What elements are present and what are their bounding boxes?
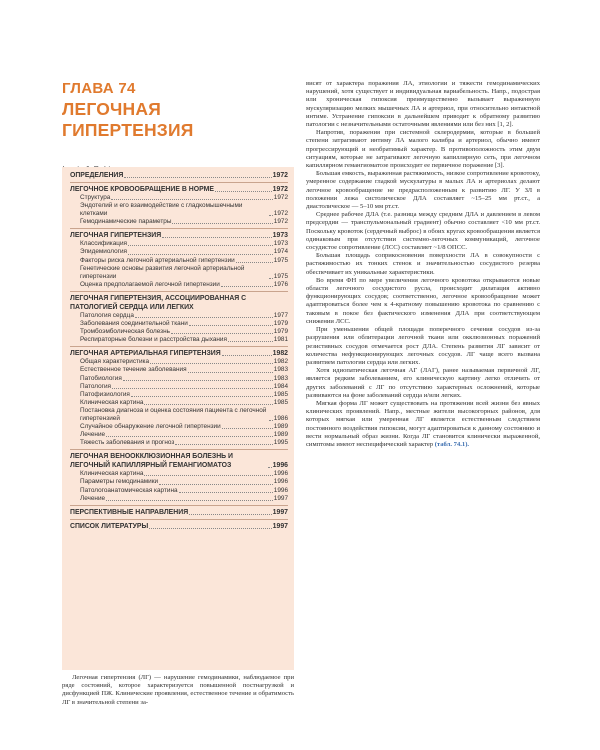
toc-subsection[interactable] xyxy=(70,423,288,431)
toc-leader-dots xyxy=(269,420,273,421)
toc-entry-title: ОПРЕДЕЛЕНИЯ xyxy=(70,172,124,179)
toc-leader-dots xyxy=(269,215,273,216)
toc-leader-dots xyxy=(268,467,272,468)
toc-subsection[interactable] xyxy=(70,248,288,256)
toc-page-number: 1983 xyxy=(273,366,288,374)
toc-page-number: 1985 xyxy=(273,390,288,398)
toc-page-number: 1985 xyxy=(273,398,288,406)
toc-leader-dots xyxy=(123,380,273,381)
toc-subsection[interactable] xyxy=(70,336,288,344)
toc-leader-dots xyxy=(189,514,272,515)
paragraph-text: Напротив, поражения при системной склеродермии, которые в большей степени затрагивают интиму ЛА малого калибра и артериол, обычно имеют прогрессирующий и необратимый характер. В противоположность этим двум ситуациям, которые не затрагивают легочную капиллярную сеть, при легочном капиллярном гемангиоматозе происходит ее первичное поражение [3]. xyxy=(306,129,540,170)
paragraph-text: Большая емкость, выраженная растяжимость, низкое сопротивление кровотоку, умеренное содержание гладкой мускулатуры в малых ЛА и артериолах делают легочное кровообращение не предрасположенным к развитию ЛГ. У ЗЛ в положении лежа систолическое ДЛА составляет ~15–25 мм рт.ст., а диастолическое — 5–10 мм рт.ст. xyxy=(306,170,540,211)
toc-subsection[interactable] xyxy=(70,439,288,447)
toc-entry-title: Патология сердца xyxy=(80,311,134,319)
toc-leader-dots xyxy=(149,528,271,529)
paragraph-text: Во время ФН по мере увеличения легочного кровотока открываются новые области легочного сосудистого русла, происходит дилатация активно функционирующих сосудов; соответственно, легочное кровообращение может адаптироваться более чем к 4-кратному повышению кровотока по сравнению с таковым в покое без фактического изменения ДЛА при соответствующем снижении ЛСС. xyxy=(306,276,540,325)
toc-divider xyxy=(70,291,288,292)
body-paragraph xyxy=(306,326,540,367)
toc-divider xyxy=(70,346,288,347)
toc-subsection[interactable] xyxy=(70,320,288,328)
toc-subsection[interactable] xyxy=(70,240,288,248)
intro-paragraph-block xyxy=(62,674,294,707)
toc-page-number: 1996 xyxy=(273,478,288,486)
toc-entry-title: Клиническая картина xyxy=(80,398,144,406)
toc-subsection[interactable] xyxy=(70,265,288,281)
toc-divider xyxy=(70,449,288,450)
toc-page-number: 1975 xyxy=(273,256,288,264)
toc-page-number: 1982 xyxy=(273,358,288,366)
toc-leader-dots xyxy=(106,436,273,437)
toc-subsection[interactable] xyxy=(70,281,288,289)
body-paragraph xyxy=(306,400,540,449)
toc-page-number: 1975 xyxy=(273,272,288,280)
body-paragraph xyxy=(306,252,540,277)
toc-leader-dots xyxy=(172,223,272,224)
toc-page-number: 1986 xyxy=(273,414,288,422)
toc-subsection[interactable] xyxy=(70,487,288,495)
toc-entry-title: Лечение xyxy=(80,431,106,439)
toc-page-number: 1996 xyxy=(273,486,288,494)
body-paragraph xyxy=(306,211,540,252)
toc-leader-dots xyxy=(189,325,273,326)
toc-entry-title: Естественное течение заболевания xyxy=(80,366,187,374)
toc-subsection[interactable] xyxy=(70,202,288,218)
toc-subsection[interactable] xyxy=(70,257,288,265)
toc-subsection[interactable] xyxy=(70,391,288,399)
toc-leader-dots xyxy=(222,355,272,356)
toc-entry-title: Клиническая картина xyxy=(80,470,144,478)
toc-divider xyxy=(70,505,288,506)
toc-leader-dots xyxy=(128,254,273,255)
toc-leader-dots xyxy=(179,492,273,493)
toc-subsection[interactable] xyxy=(70,399,288,407)
toc-page-number: 1972 xyxy=(272,186,288,193)
paragraph-text: Мягкая форма ЛГ может существовать на протяжении всей жизни без явных клинических проявлений. Напр., местные жители высокогорных районов, для которых мягкая или умеренная ЛГ является естественным следствием постоянного воздействия гипоксии, могут адаптироваться к данному состоянию и вести нормальный образ жизни. Когда ЛГ становится клинически выраженной, симптомы имеют неспецифический характер xyxy=(306,399,540,448)
toc-entry-title: Лечение xyxy=(80,494,106,502)
table-reference-link[interactable]: (табл. 74.1). xyxy=(434,440,470,448)
toc-subsection[interactable] xyxy=(70,218,288,226)
toc-page-number: 1983 xyxy=(273,374,288,382)
toc-entry-title: Структура xyxy=(80,194,111,201)
toc-leader-dots xyxy=(131,396,273,397)
paragraph-text: висят от характера поражения ЛА, этиологии и тяжести гемодинамических нарушений, хотя существует и индивидуальная вариабельность. Напр., подострая или хроническая гипоксия преимущественно вызывает выраженную мускуляризацию мелких мышечных ЛА и артериол, при относительно интактной интиме. Устранение гипоксии в дальнейшем приводит к обратному развитию патологии с незначительными остаточными явлениями или без них [1, 2]. xyxy=(306,80,540,129)
right-column-text xyxy=(306,80,540,449)
toc-entry-title: Тромбоэмболическая болезнь xyxy=(80,328,170,336)
toc-entry-title: Патофизиология xyxy=(80,390,130,398)
toc-page-number: 1995 xyxy=(273,439,288,447)
toc-page-number: 1973 xyxy=(272,232,288,240)
toc-entry-title: ЛЕГОЧНАЯ ГИПЕРТЕНЗИЯ xyxy=(70,232,162,240)
toc-entry-title: ЛЕГОЧНАЯ ГИПЕРТЕНЗИЯ, АССОЦИИРОВАННАЯ С ПАТОЛОГИЕЙ СЕРДЦА ИЛИ ЛЕГКИХ xyxy=(70,294,247,311)
toc-page-number: 1973 xyxy=(273,240,288,248)
toc-leader-dots xyxy=(144,404,272,405)
chapter-title: ЛЕГОЧНАЯ ГИПЕРТЕНЗИЯ xyxy=(62,99,194,140)
toc-leader-dots xyxy=(221,286,273,287)
toc-page-number: 1972 xyxy=(273,218,288,226)
toc-subsection[interactable] xyxy=(70,478,288,486)
toc-page-number: 1996 xyxy=(272,462,288,470)
toc-page-number: 1989 xyxy=(273,423,288,431)
body-paragraph xyxy=(306,170,540,211)
toc-page-number: 1972 xyxy=(273,210,288,218)
toc-entry-title: Патологоанатомическая картина xyxy=(80,486,178,494)
toc-divider xyxy=(70,228,288,229)
toc-subsection[interactable] xyxy=(70,366,288,374)
toc-leader-dots xyxy=(159,484,273,485)
toc-entry-title: Гемодинамические параметры xyxy=(80,218,172,226)
toc-section[interactable] xyxy=(70,452,288,470)
toc-subsection[interactable] xyxy=(70,470,288,478)
toc-entry-title: Классификация xyxy=(80,240,127,248)
toc-subsection[interactable] xyxy=(70,407,288,423)
toc-section[interactable] xyxy=(70,508,288,517)
toc-page-number: 1984 xyxy=(273,382,288,390)
toc-section[interactable] xyxy=(70,294,288,312)
toc-leader-dots xyxy=(144,475,272,476)
toc-subsection[interactable] xyxy=(70,194,288,202)
toc-page-number: 1972 xyxy=(272,172,288,179)
toc-subsection[interactable] xyxy=(70,495,288,503)
toc-section[interactable] xyxy=(70,522,288,531)
toc-leader-dots xyxy=(215,191,272,192)
toc-section[interactable] xyxy=(70,185,288,194)
toc-leader-dots xyxy=(171,333,273,334)
toc-page-number: 1981 xyxy=(273,336,288,344)
toc-entry-title: Параметры гемодинамики xyxy=(80,478,159,486)
toc-page-number: 1989 xyxy=(273,431,288,439)
toc-entry-title: Случайное обнаружение легочной гипертензии xyxy=(80,423,221,431)
toc-entry-title: СПИСОК ЛИТЕРАТУРЫ xyxy=(70,522,149,530)
toc-page-number: 1977 xyxy=(273,311,288,319)
body-paragraph xyxy=(306,277,540,326)
paragraph-text: Большая площадь соприкосновения поверхности ЛА в совокупности с растяжимостью их тонких стенок и значительностью сосудистого резерва обеспечивает их уникальные характеристики. xyxy=(306,252,540,276)
toc-subsection[interactable] xyxy=(70,383,288,391)
toc-section[interactable] xyxy=(70,171,288,180)
toc-leader-dots xyxy=(175,444,272,445)
intro-paragraph: Легочная гипертензия (ЛГ) — нарушение гемодинамики, наблюдаемое при ряде состояний, которое характеризуется повышенной постнагрузкой и дисфункцией ПЖ. Клинические проявления, естественное течение и обратимость ЛГ в значительной степени за- xyxy=(62,674,294,706)
toc-leader-dots xyxy=(124,177,271,178)
toc-entry-title: Патология xyxy=(80,382,111,390)
toc-entry-title: Эндотелий и его взаимодействие с гладкомышечными клетками xyxy=(80,202,243,218)
toc-entry-title: Респираторные болезни и расстройства дыхания xyxy=(80,336,227,344)
toc-entry-title: Тяжесть заболевания и прогноз xyxy=(80,439,175,447)
toc-leader-dots xyxy=(112,388,273,389)
toc-leader-dots xyxy=(111,199,272,200)
paragraph-text: Среднее рабочее ДЛА (т.е. разница между средним ДЛА и давлением в левом предсердии — транспульмональный градиент) обычно составляет <10 мм рт.ст. Поскольку кровоток (сердечный выброс) в обоих кругах кровообращения является одинаковым при отсутствии системно-легочных коммуникаций, легочное сосудистое сопротивление (ЛСС) составляет ~1/8 ОПСС. xyxy=(306,211,540,252)
toc-page-number: 1974 xyxy=(273,248,288,256)
toc-entry-title: Факторы риска легочной артериальной гипертензии xyxy=(80,256,235,264)
body-paragraph xyxy=(306,129,540,170)
toc-entry-title: Оценка предполагаемой легочной гипертензии xyxy=(80,280,220,288)
toc-entry-title: Патобиология xyxy=(80,374,122,382)
paragraph-text: При уменьшении общей площади поперечного сечения сосудов из-за разрушения или облитерации легочной ткани или окклюзионных поражений резистивных сосудов отмечается рост ДЛА. Степень развития ЛГ зависит от количества нефункционирующих легочных сосудов. ЛГ чаще всего вызвана развитием патологии сердца или легких. xyxy=(306,326,540,366)
toc-page-number: 1996 xyxy=(273,470,288,478)
toc-entry-title: Заболевания соединительной ткани xyxy=(80,320,188,328)
paragraph-text: Хотя идиопатическая легочная АГ (ЛАГ), ранее называемая первичной ЛГ, является редким заболеванием, его клиническую картину легко отличить от других заболеваний с ЛГ по отсутствию характерных осложнений, которые развиваются на фоне заболеваний сердца и/или легких. xyxy=(306,367,540,399)
toc-leader-dots xyxy=(106,500,273,501)
toc-page-number: 1976 xyxy=(273,280,288,288)
toc-leader-dots xyxy=(162,237,271,238)
toc-page-number: 1997 xyxy=(273,494,288,502)
toc-entry-title: ЛЕГОЧНОЕ КРОВООБРАЩЕНИЕ В НОРМЕ xyxy=(70,186,214,193)
toc-entry-title: ЛЕГОЧНАЯ ВЕНООККЛЮЗИОННАЯ БОЛЕЗНЬ И ЛЕГОЧНЫЙ КАПИЛЛЯРНЫЙ ГЕМАНГИОМАТОЗ xyxy=(70,453,233,470)
toc-page-number: 1972 xyxy=(273,194,288,201)
toc-entry-title: Общая характеристика xyxy=(80,358,150,366)
toc-section[interactable] xyxy=(70,231,288,240)
toc-entry-title: ПЕРСПЕКТИВНЫЕ НАПРАВЛЕНИЯ xyxy=(70,508,189,516)
toc-subsection[interactable] xyxy=(70,375,288,383)
toc-leader-dots xyxy=(188,372,273,373)
toc-page-number: 1997 xyxy=(272,522,288,530)
toc-leader-dots xyxy=(150,363,273,364)
toc-leader-dots xyxy=(135,317,273,318)
toc-subsection[interactable] xyxy=(70,328,288,336)
toc-subsection[interactable] xyxy=(70,312,288,320)
toc-section[interactable] xyxy=(70,349,288,358)
toc-divider xyxy=(70,519,288,520)
toc-page-number: 1982 xyxy=(272,350,288,358)
toc-leader-dots xyxy=(228,341,273,342)
table-of-contents xyxy=(62,167,294,670)
chapter-label: ГЛАВА 74 xyxy=(62,80,136,97)
toc-leader-dots xyxy=(128,245,273,246)
toc-entry-title: ЛЕГОЧНАЯ АРТЕРИАЛЬНАЯ ГИПЕРТЕНЗИЯ xyxy=(70,350,221,358)
body-paragraph xyxy=(306,367,540,400)
body-paragraph xyxy=(306,80,540,129)
toc-leader-dots xyxy=(269,278,273,279)
toc-page-number: 1979 xyxy=(273,328,288,336)
toc-page-number: 1997 xyxy=(272,508,288,516)
toc-entry-title: Постановка диагноза и оценка состояния пациента с легочной гипертензией xyxy=(80,406,267,422)
toc-leader-dots xyxy=(222,428,273,429)
toc-leader-dots xyxy=(236,262,273,263)
toc-entry-title: Генетические основы развития легочной артериальной гипертензии xyxy=(80,264,245,280)
left-column xyxy=(62,80,294,530)
toc-entry-title: Эпидемиология xyxy=(80,248,127,256)
toc-page-number: 1979 xyxy=(273,320,288,328)
toc-divider xyxy=(70,182,288,183)
